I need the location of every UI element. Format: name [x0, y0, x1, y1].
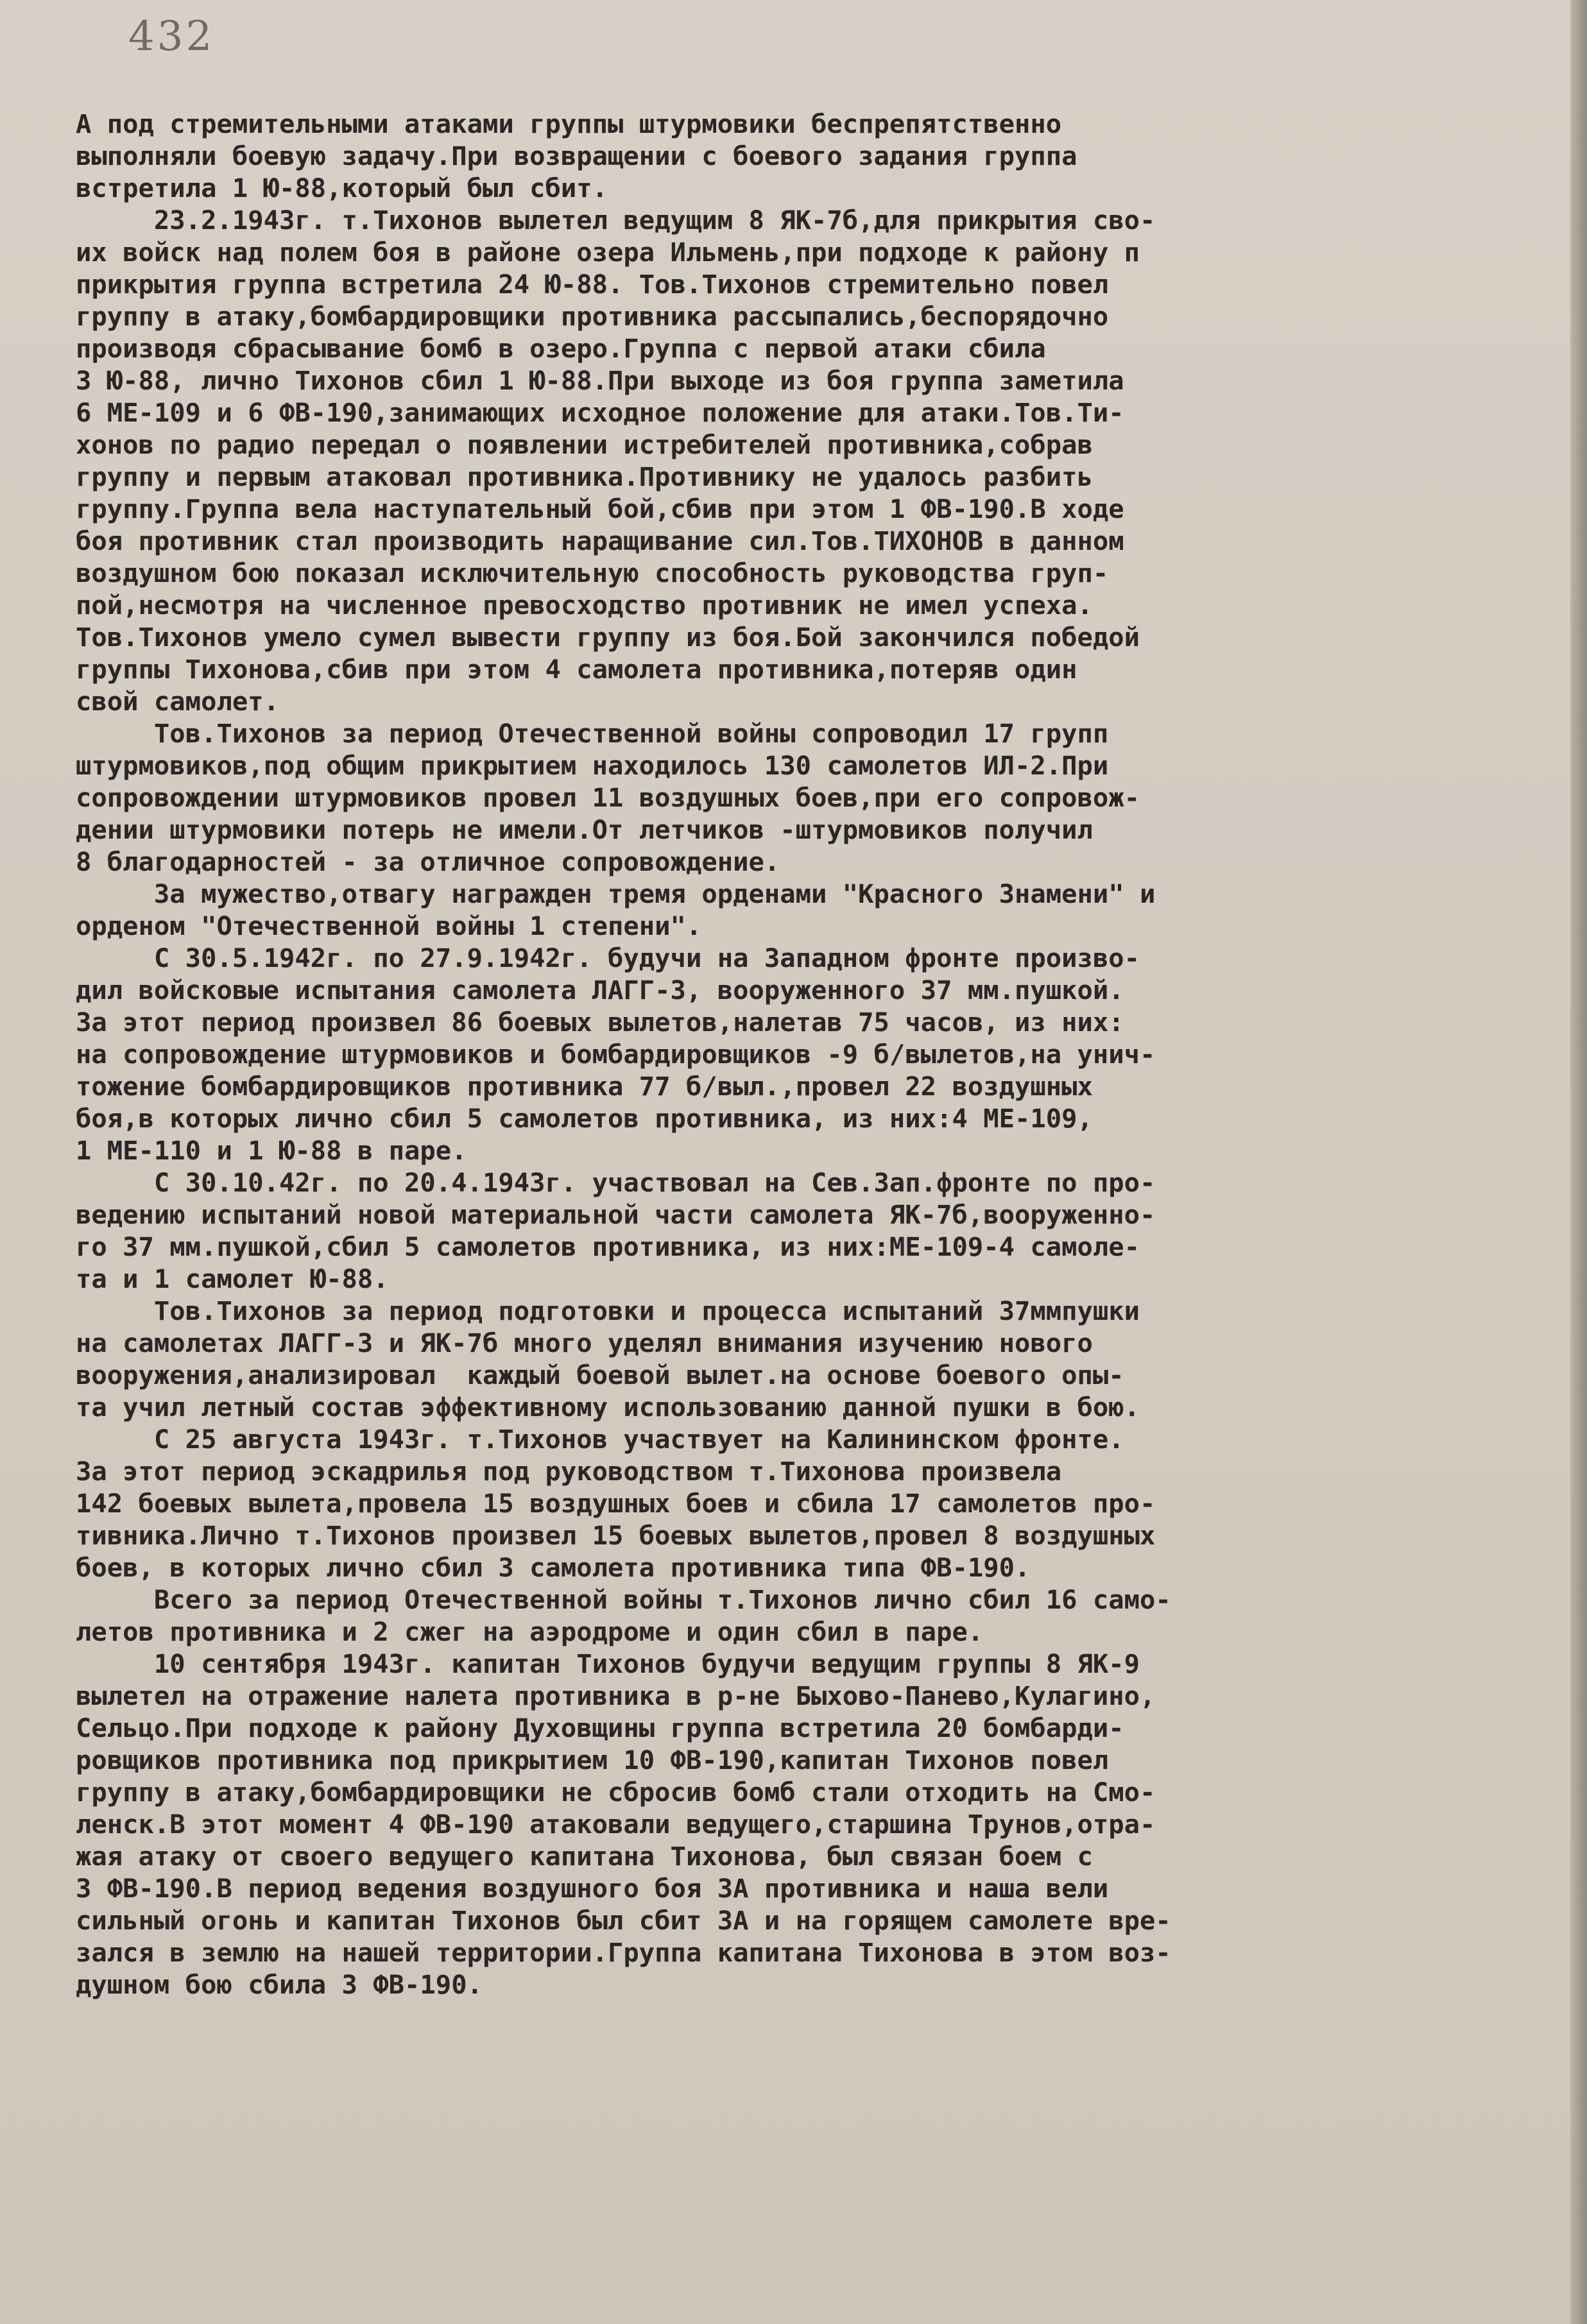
- text-line: А под стремительными атаками группы штурмовики беспрепятственно: [76, 108, 1062, 139]
- text-line: 1 МЕ-110 и 1 Ю-88 в паре.: [76, 1135, 467, 1166]
- text-line: летов противника и 2 сжег на аэродроме и один сбил в паре.: [76, 1616, 984, 1647]
- text-line: С 30.5.1942г. по 27.9.1942г. будучи на Западном фронте произво-: [76, 943, 1140, 973]
- text-line: тивника.Лично т.Тихонов произвел 15 боевых вылетов,провел 8 воздушных: [76, 1520, 1156, 1551]
- text-line: та и 1 самолет Ю-88.: [76, 1263, 389, 1294]
- text-line: С 30.10.42г. по 20.4.1943г. участвовал на Сев.Зап.фронте по про-: [76, 1167, 1156, 1198]
- text-line: вылетел на отражение налета противника в р-не Быхово-Панево,Кулагино,: [76, 1680, 1156, 1711]
- text-line: Сельцо.При подходе к району Духовщины группа встретила 20 бомбарди-: [76, 1713, 1124, 1743]
- text-line: воздушном бою показал исключительную способность руководства груп-: [76, 558, 1109, 588]
- text-line: группу и первым атаковал противника.Противнику не удалось разбить: [76, 461, 1093, 492]
- text-line: штурмовиков,под общим прикрытием находилось 130 самолетов ИЛ-2.При: [76, 750, 1109, 781]
- text-line: За этот период произвел 86 боевых вылетов,налетав 75 часов, из них:: [76, 1007, 1124, 1038]
- text-line: боя противник стал производить наращивание сил.Тов.ТИХОНОВ в данном: [76, 525, 1124, 556]
- text-line: сопровождении штурмовиков провел 11 воздушных боев,при его сопровож-: [76, 782, 1140, 813]
- text-line: го 37 мм.пушкой,сбил 5 самолетов противника, из них:МЕ-109-4 самоле-: [76, 1231, 1140, 1262]
- text-line: дении штурмовики потерь не имели.От летчиков -штурмовиков получил: [76, 814, 1093, 845]
- text-line: 3 ФВ-190.В период ведения воздушного боя ЗА противника и наша вели: [76, 1873, 1109, 1904]
- text-line: Тов.Тихонов за период Отечественной войны сопроводил 17 групп: [76, 718, 1109, 749]
- text-line: Тов.Тихонов за период подготовки и процесса испытаний 37ммпушки: [76, 1295, 1140, 1326]
- page-number: 432: [128, 13, 215, 60]
- text-line: группы Тихонова,сбив при этом 4 самолета противника,потеряв один: [76, 654, 1077, 685]
- text-line: пой,несмотря на численное превосходство противник не имел успеха.: [76, 590, 1093, 620]
- text-line: Всего за период Отечественной войны т.Тихонов лично сбил 16 само-: [76, 1584, 1171, 1615]
- text-line: на самолетах ЛАГГ-3 и ЯК-7б много уделял внимания изучению нового: [76, 1328, 1093, 1358]
- text-line: ленск.В этот момент 4 ФВ-190 атаковали ведущего,старшина Трунов,отра-: [76, 1809, 1156, 1840]
- text-line: боев, в которых лично сбил 3 самолета противника типа ФВ-190.: [76, 1552, 1031, 1583]
- text-line: душном бою сбила 3 ФВ-190.: [76, 1969, 483, 2000]
- text-line: За этот период эскадрилья под руководством т.Тихонова произвела: [76, 1456, 1062, 1487]
- text-line: 10 сентября 1943г. капитан Тихонов будучи ведущим группы 8 ЯК-9: [76, 1648, 1140, 1679]
- text-line: прикрытия группа встретила 24 Ю-88. Тов.Тихонов стремительно повел: [76, 269, 1109, 300]
- text-line: на сопровождение штурмовиков и бомбардировщиков -9 б/вылетов,на унич-: [76, 1039, 1156, 1070]
- bleed-through-text: [76, 1970, 1520, 2137]
- text-line: жая атаку от своего ведущего капитана Тихонова, был связан боем с: [76, 1841, 1093, 1872]
- text-line: группу в атаку,бомбардировщики не сбросив бомб стали отходить на Смо-: [76, 1777, 1156, 1807]
- text-line: встретила 1 Ю-88,который был сбит.: [76, 173, 608, 203]
- text-line: С 25 августа 1943г. т.Тихонов участвует на Калининском фронте.: [76, 1424, 1124, 1455]
- text-line: хонов по радио передал о появлении истребителей противника,собрав: [76, 429, 1093, 460]
- text-line: 142 боевых вылета,провела 15 воздушных боев и сбила 17 самолетов про-: [76, 1488, 1156, 1519]
- text-line: производя сбрасывание бомб в озеро.Группа с первой атаки сбила: [76, 333, 1046, 364]
- text-line: 8 благодарностей - за отличное сопровождение.: [76, 846, 780, 877]
- text-line: ведению испытаний новой материальной части самолета ЯК-7б,вооруженно-: [76, 1199, 1156, 1230]
- text-line: зался в землю на нашей территории.Группа капитана Тихонова в этом воз-: [76, 1937, 1171, 1968]
- text-line: орденом "Отечественной войны 1 степени".: [76, 910, 702, 941]
- text-line: сильный огонь и капитан Тихонов был сбит ЗА и на горящем самолете вре-: [76, 1905, 1171, 1936]
- text-line: 23.2.1943г. т.Тихонов вылетел ведущим 8 ЯК-7б,для прикрытия сво-: [76, 205, 1156, 235]
- text-line: группу.Группа вела наступательный бой,сбив при этом 1 ФВ-190.В ходе: [76, 493, 1124, 524]
- text-line: вооружения,анализировал каждый боевой вылет.на основе боевого опы-: [76, 1360, 1124, 1390]
- text-line: 6 МЕ-109 и 6 ФВ-190,занимающих исходное положение для атаки.Тов.Ти-: [76, 397, 1124, 428]
- text-line: Тов.Тихонов умело сумел вывести группу из боя.Бой закончился победой: [76, 622, 1140, 653]
- text-line: боя,в которых лично сбил 5 самолетов противника, из них:4 МЕ-109,: [76, 1103, 1093, 1134]
- text-line: дил войсковые испытания самолета ЛАГГ-3, вооруженного 37 мм.пушкой.: [76, 975, 1124, 1005]
- typewritten-body: [76, 108, 1539, 2001]
- text-line: группу в атаку,бомбардировщики противника рассыпались,беспорядочно: [76, 301, 1109, 332]
- text-line: тожение бомбардировщиков противника 77 б/выл.,провел 22 воздушных: [76, 1071, 1093, 1102]
- text-line: ровщиков противника под прикрытием 10 ФВ-190,капитан Тихонов повел: [76, 1745, 1109, 1775]
- text-line: их войск над полем боя в районе озера Ильмень,при подходе к району п: [76, 237, 1140, 268]
- text-line: 3 Ю-88, лично Тихонов сбил 1 Ю-88.При выходе из боя группа заметила: [76, 365, 1124, 396]
- page-edge: [1570, 0, 1587, 2324]
- text-line: За мужество,отвагу награжден тремя орденами "Красного Знамени" и: [76, 878, 1156, 909]
- text-line: свой самолет.: [76, 686, 279, 717]
- text-line: та учил летный состав эффективному использованию данной пушки в бою.: [76, 1392, 1140, 1423]
- text-line: выполняли боевую задачу.При возвращении с боевого задания группа: [76, 141, 1077, 171]
